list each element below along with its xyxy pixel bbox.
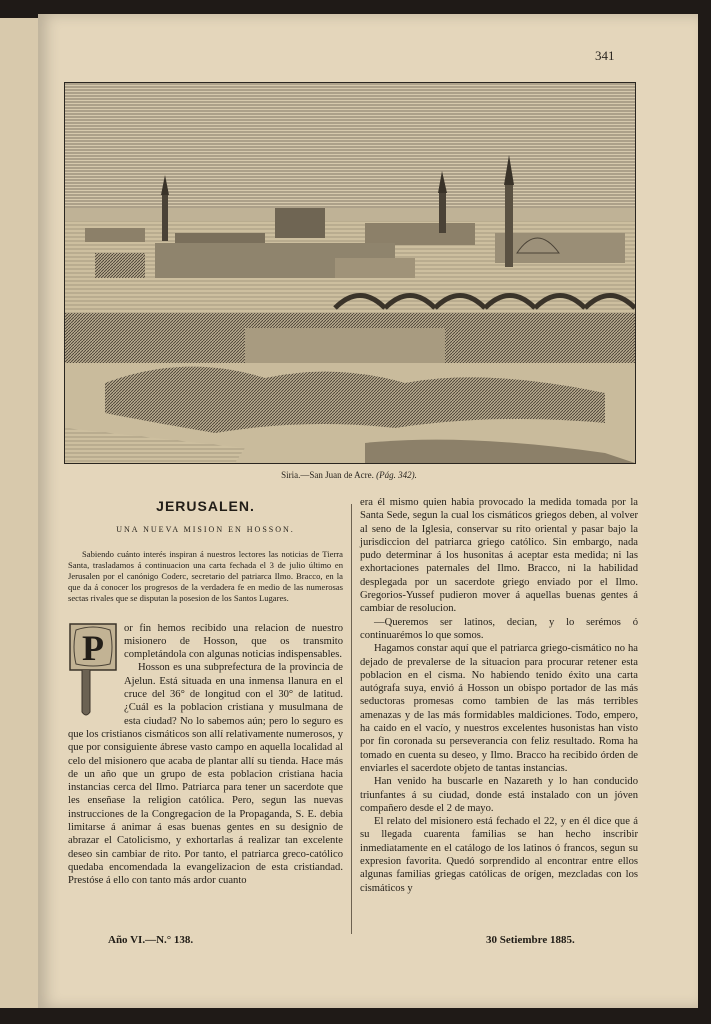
right-paragraph-2: —Queremos ser latinos, decian, y lo serémos ó continuarémos lo que somos. xyxy=(360,616,638,641)
page-number: 341 xyxy=(595,48,615,63)
right-paragraph-5: El relato del misionero está fechado el 22, y en él dice que á su llegada cuarenta familias se han hecho inscribir inmediatamente en el catálogo de los latinos ó francos, segun su expresion favorita. Quedó sorprendido al encontrar entre ellos algunas familias griegas católicas de orígen, mezcladas con los cismáticos y xyxy=(360,816,638,894)
left-column xyxy=(68,496,343,888)
ornamental-dropcap xyxy=(68,622,118,720)
article-intro: Sabiendo cuánto interés inspiran á nuestros lectores las noticias de Tierra Santa, trasladamos á continuacion una carta fechada el 3 de julio último en Jerusalen por el canónigo Coderc, secretario del patriarca Ilmo. Bracco, en la que da á conocer los progresos de la verdadera fe en medio de las numerosas sectas rivales que se disputan la posesion de los Santos Lugares. xyxy=(68,548,343,603)
left-paragraph-1: or fin hemos recibido una relacion de nuestro misionero de Hosson, que os transmito completándola con algunas noticias indispensables. xyxy=(124,622,343,661)
right-column xyxy=(360,496,638,895)
issue-date: 30 Setiembre 1885. xyxy=(486,934,575,946)
article-subtitle: UNA NUEVA MISION EN HOSSON. xyxy=(116,525,295,535)
adjacent-page-edge xyxy=(0,18,42,1008)
right-paragraph-4: Han venido ha buscarle en Nazareth y lo han conducido triunfantes á su ciudad, donde está instalado con un jóven compañero desde el 2 de mayo. xyxy=(360,776,638,814)
magazine-page xyxy=(38,14,698,1008)
caption-label: Siria.—San Juan de Acre. xyxy=(281,470,374,480)
column-divider xyxy=(351,504,352,934)
dropcap-letter: P xyxy=(82,627,104,668)
left-paragraph-2: Hosson es una subprefectura de la provincia de Ajelun. Está situada en una inmensa llanura en el cruce del 36° de longitud con el 30° de latitud. ¿Cuál es la poblacion cristiana y musulmana de esta ciudad? No lo sabemos aún; pero lo seguro es que los cristianos cismáticos son allí relativamente numerosos, y que por consiguiente ábrese vasto campo en aquella localidad al celo del misionero que acaba de plantar allí su tienda. Hace más de un año que un grupo de esta poblacion cristiana hacia instancias cerca del Ilmo. Patriarca para tener un sacerdote que les enseñase la religion católica. Pero, segun las nuevas instrucciones de la Congregacion de la Propaganda, S. E. debia limitarse á animar á esas buenas gentes en su designio de abrazar el Catolicismo, y exhortarlas á realizar tan excelente deseo sin cambiar de rito. Por tanto, el patriarca greco-católico quedaba encomendada la evangelizacion de esta cristiandad. Prestóse á ello con tanto más ardor cuanto xyxy=(68,662,343,887)
right-paragraph-1: era él mismo quien habia provocado la medida tomada por la Santa Sede, segun la cual los cismáticos griegos deben, al volver al seno de la Iglesia, conservar su rito oriental y pasar bajo la jurisdiccion del patriarca griego católico. Sin embargo, nada pudo determinar á los husonitas á aceptar esta medida; ni las exhortaciones paternales del Ilmo. Bracco, ni la habilidad desplegada por un sacerdote griego enviado por el Ilmo. Gregorios-Yussef pudieron mover á aquellas buenas gentes á cambiar de resolucion. xyxy=(360,497,638,615)
city-engraving-image xyxy=(65,83,635,463)
issue-number: Año VI.—N.° 138. xyxy=(108,934,194,946)
caption-page-ref: (Pág. 342). xyxy=(376,470,417,480)
right-paragraph-3: Hagamos constar aquí que el patriarca griego-cismático no ha dejado de prevalerse de la situacion para procurar retener esta poblacion en el cisma. No habiendo tenido éxito una carta autógrafa suya, envió á Hosson un obispo portador de las más seductoras promesas como tambien de las más terribles amenazas y de las más formidables maldiciones. Todo, empero, ha caido en el vacío, y nuestros excelentes husonistas han visto por fin coronada su perseverancia con feliz resultado. Roma ha tomado en cuenta su deseo, y Ilmo. Bracco ha recibido órden de enviarles el sacerdote objeto de tantas instancias. xyxy=(360,643,638,774)
engraving-illustration xyxy=(64,82,636,464)
article-title: JERUSALEN. xyxy=(156,498,255,514)
illustration-caption xyxy=(64,470,634,480)
